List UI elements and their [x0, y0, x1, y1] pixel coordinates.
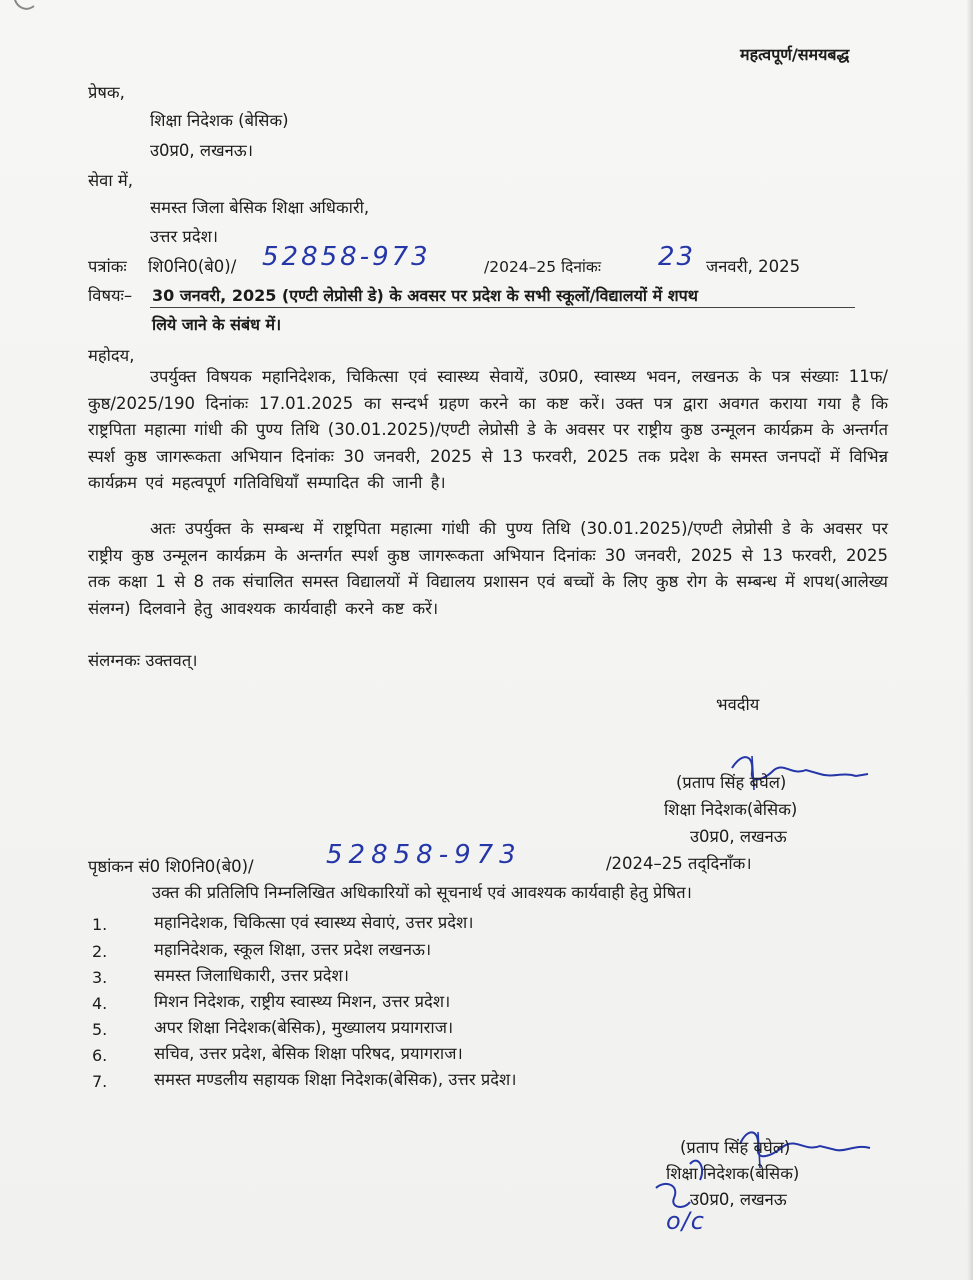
recipient-label: सेवा में,	[88, 171, 133, 190]
copy-item-number: 1.	[92, 915, 108, 934]
endorsement-suffix: /2024–25 तद्‌दिनाँक।	[606, 854, 752, 873]
endorsement-prefix: पृष्ठांकन सं0 शि0नि0(बे0)/	[88, 857, 254, 876]
subject-label: विषयः–	[88, 286, 133, 305]
subject-line-2: लिये जाने के संबंध में।	[152, 315, 282, 334]
copy-item-text: अपर शिक्षा निदेशक(बेसिक), मुख्यालय प्रयागराज।	[154, 1018, 454, 1037]
recipient-name: समस्त जिला बेसिक शिक्षा अधिकारी,	[150, 198, 370, 217]
reference-year: /2024–25 दिनांकः	[484, 258, 601, 276]
salutation: महोदय,	[88, 346, 135, 365]
copy-item-number: 7.	[92, 1072, 108, 1091]
copy-item-text: मिशन निदेशक, राष्ट्रीय स्वास्थ्य मिशन, उत्तर प्रदेश।	[154, 992, 451, 1011]
copy-item-text: समस्त जिलाधिकारी, उत्तर प्रदेश।	[154, 966, 350, 985]
signatory-designation-2: शिक्षा निदेशक(बेसिक)	[666, 1164, 800, 1183]
copy-item-text: सचिव, उत्तर प्रदेश, बेसिक शिक्षा परिषद, प्रयागराज।	[154, 1044, 463, 1063]
copy-item-number: 2.	[92, 942, 108, 961]
sender-name: शिक्षा निदेशक (बेसिक)	[150, 111, 289, 130]
reference-number-handwritten: 52858-973	[262, 242, 431, 272]
enclosure-note: संलग्नकः उक्तवत्।	[88, 651, 198, 670]
handwritten-oc-note: o/c	[666, 1207, 705, 1235]
corner-curve-mark	[10, 0, 40, 18]
copy-item-text: महानिदेशक, स्कूल शिक्षा, उत्तर प्रदेश लखनऊ।	[154, 940, 432, 959]
signatory-place-2: उ0प्र0, लखनऊ	[690, 1190, 787, 1209]
reference-day-handwritten: 23	[658, 242, 696, 272]
sender-label: प्रेषक,	[88, 83, 125, 102]
signatory-designation-1: शिक्षा निदेशक(बेसिक)	[664, 800, 798, 819]
sender-place: उ0प्र0, लखनऊ।	[150, 141, 253, 160]
copy-item-text: महानिदेशक, चिकित्सा एवं स्वास्थ्य सेवाएं, उत्तर प्रदेश।	[154, 913, 474, 932]
priority-label: महत्वपूर्ण/समयबद्ध	[740, 45, 850, 64]
copy-item-number: 4.	[92, 994, 108, 1013]
page-edge-shadow	[967, 0, 973, 1280]
reference-prefix: शि0नि0(बे0)/	[148, 257, 237, 276]
signatory-name-2: (प्रताप सिंह बघेल)	[680, 1138, 791, 1157]
signatory-place-1: उ0प्र0, लखनऊ	[690, 827, 787, 846]
body-paragraph-2: अतः उपर्युक्त के सम्बन्ध में राष्ट्रपिता महात्मा गांधी की पुण्य तिथि (30.01.2025)/एण्टी लेप्रोसी डे के अवसर पर राष्ट्रीय कुष्ठ उन्मूलन कार्यक्रम के अन्तर्गत स्पर्श कुष्ठ जागरूकता अभियान दिनांकः 30 जनवरी, 2025 से 13 फरवरी, 2025 तक कक्षा 1 से 8 तक संचालित समस्त विद्यालयों में विद्यालय प्रशासन एवं बच्चों के लिए कुष्ठ रोग के सम्बन्ध में शपथ(आलेख्य संलग्न) दिलवाने हेतु आवश्यक कार्यवाही करने कष्ट करें।	[88, 519, 888, 618]
reference-month-year: जनवरी, 2025	[706, 257, 801, 276]
body-paragraph-1: उपर्युक्त विषयक महानिदेशक, चिकित्सा एवं स्वास्थ्य सेवायें, उ0प्र0, स्वास्थ्य भवन, लखनऊ के पत्र संख्याः 11फ/कुष्ठ/2025/190 दिनांकः 17.01.2025 का सन्दर्भ ग्रहण करने का कष्ट करें। उक्त पत्र द्वारा अवगत कराया गया है कि राष्ट्रपिता महात्मा गांधी की पुण्य तिथि (30.01.2025)/एण्टी लेप्रोसी डे के अवसर पर राष्ट्रीय कुष्ठ उन्मूलन कार्यक्रम के अन्तर्गत स्पर्श कुष्ठ जागरूकता अभियान दिनांकः 30 जनवरी, 2025 से 13 फरवरी, 2025 तक प्रदेश के समस्त जनपदों में विभिन्न कार्यक्रम एवं महत्वपूर्ण गतिविधियाँ सम्पादित की जानी है।	[88, 367, 888, 492]
subject-underline	[150, 307, 855, 308]
subject-line-1: 30 जनवरी, 2025 (एण्टी लेप्रोसी डे) के अवसर पर प्रदेश के सभी स्कूलों/विद्यालयों में शपथ	[152, 286, 698, 305]
copy-item-number: 6.	[92, 1046, 108, 1065]
closing-word: भवदीय	[716, 695, 760, 714]
endorsement-number-handwritten: 52858-973	[326, 840, 522, 870]
copy-item-number: 5.	[92, 1020, 108, 1039]
copy-item-number: 3.	[92, 968, 108, 987]
signatory-name-1: (प्रताप सिंह बघेल)	[676, 773, 787, 792]
endorsement-intro: उक्त की प्रतिलिपि निम्नलिखित अधिकारियों को सूचनार्थ एवं आवश्यक कार्यवाही हेतु प्रेषित।	[152, 883, 692, 902]
recipient-place: उत्तर प्रदेश।	[150, 227, 219, 246]
reference-label: पत्रांकः	[88, 257, 127, 276]
copy-item-text: समस्त मण्डलीय सहायक शिक्षा निदेशक(बेसिक), उत्तर प्रदेश।	[154, 1070, 517, 1089]
